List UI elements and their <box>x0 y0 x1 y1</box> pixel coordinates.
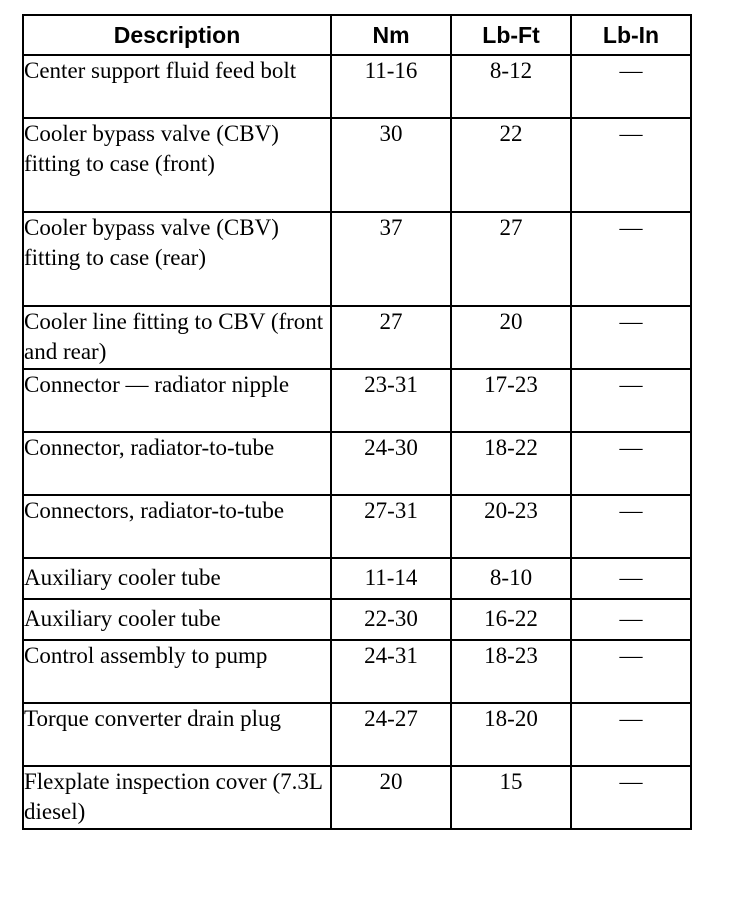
header-lbft: Lb-Ft <box>451 15 571 55</box>
table-row <box>23 599 691 640</box>
table-row <box>23 118 691 212</box>
cell-description: Control assembly to pump <box>23 640 331 703</box>
cell-nm: 11-14 <box>331 558 451 599</box>
table-row <box>23 640 691 703</box>
cell-lbin: — <box>571 558 691 599</box>
cell-description: Cooler line fitting to CBV (front and rear) <box>23 306 331 369</box>
table-row <box>23 306 691 369</box>
cell-lbin: — <box>571 55 691 118</box>
torque-spec-table <box>22 14 692 830</box>
table-row <box>23 495 691 558</box>
cell-nm: 24-27 <box>331 703 451 766</box>
cell-description: Connector — radiator nipple <box>23 369 331 432</box>
table-row <box>23 432 691 495</box>
cell-lbft: 22 <box>451 118 571 212</box>
table-row <box>23 558 691 599</box>
table-row <box>23 55 691 118</box>
cell-description: Cooler bypass valve (CBV) fitting to case (front) <box>23 118 331 212</box>
cell-lbft: 8-10 <box>451 558 571 599</box>
cell-nm: 24-31 <box>331 640 451 703</box>
cell-description: Auxiliary cooler tube <box>23 599 331 640</box>
cell-lbft: 18-22 <box>451 432 571 495</box>
table-row <box>23 703 691 766</box>
table-row <box>23 369 691 432</box>
cell-lbin: — <box>571 495 691 558</box>
cell-lbft: 16-22 <box>451 599 571 640</box>
cell-description: Cooler bypass valve (CBV) fitting to case (rear) <box>23 212 331 306</box>
cell-lbin: — <box>571 432 691 495</box>
cell-nm: 24-30 <box>331 432 451 495</box>
cell-nm: 37 <box>331 212 451 306</box>
cell-lbft: 27 <box>451 212 571 306</box>
table-row <box>23 766 691 829</box>
cell-nm: 27 <box>331 306 451 369</box>
cell-description: Torque converter drain plug <box>23 703 331 766</box>
cell-lbft: 18-20 <box>451 703 571 766</box>
cell-nm: 11-16 <box>331 55 451 118</box>
cell-lbft: 8-12 <box>451 55 571 118</box>
cell-lbin: — <box>571 369 691 432</box>
cell-lbft: 20 <box>451 306 571 369</box>
cell-description: Auxiliary cooler tube <box>23 558 331 599</box>
header-nm: Nm <box>331 15 451 55</box>
header-row <box>23 15 691 55</box>
cell-lbft: 20-23 <box>451 495 571 558</box>
cell-nm: 27-31 <box>331 495 451 558</box>
cell-lbft: 18-23 <box>451 640 571 703</box>
cell-lbft: 15 <box>451 766 571 829</box>
cell-nm: 22-30 <box>331 599 451 640</box>
cell-description: Connector, radiator-to-tube <box>23 432 331 495</box>
cell-lbin: — <box>571 703 691 766</box>
cell-lbft: 17-23 <box>451 369 571 432</box>
table-row <box>23 212 691 306</box>
cell-description: Center support fluid feed bolt <box>23 55 331 118</box>
cell-lbin: — <box>571 306 691 369</box>
cell-nm: 30 <box>331 118 451 212</box>
cell-lbin: — <box>571 640 691 703</box>
cell-lbin: — <box>571 766 691 829</box>
header-lbin: Lb-In <box>571 15 691 55</box>
cell-lbin: — <box>571 599 691 640</box>
cell-description: Connectors, radiator-to-tube <box>23 495 331 558</box>
cell-description: Flexplate inspection cover (7.3L diesel) <box>23 766 331 829</box>
cell-nm: 20 <box>331 766 451 829</box>
cell-lbin: — <box>571 118 691 212</box>
header-description: Description <box>23 15 331 55</box>
cell-lbin: — <box>571 212 691 306</box>
cell-nm: 23-31 <box>331 369 451 432</box>
